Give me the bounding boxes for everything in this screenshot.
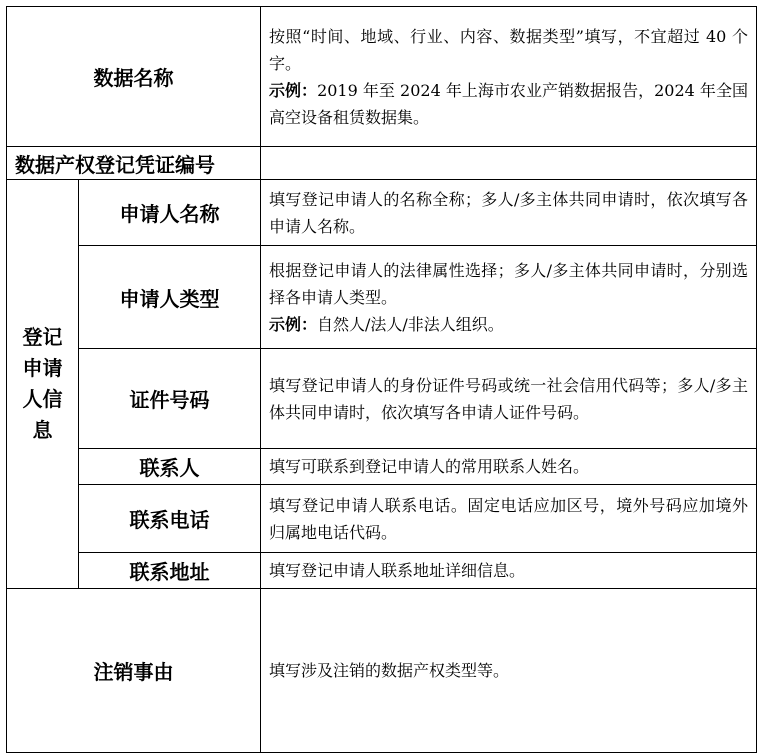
registration-field-table — [6, 6, 757, 753]
example-label: 示例： — [269, 80, 318, 100]
data-name-example-para — [269, 77, 748, 131]
row-data-name — [7, 7, 757, 147]
contact-address-label: 联系地址 — [79, 553, 261, 589]
group-label-line: 登记 — [22, 325, 63, 349]
cancel-reason-label: 注销事由 — [7, 589, 261, 753]
applicant-type-desc-cell — [261, 246, 757, 349]
row-contact-phone — [7, 485, 757, 553]
group-label-line: 申请 — [22, 356, 63, 380]
row-contact-person — [7, 449, 757, 485]
applicant-info-group-label — [7, 180, 79, 589]
contact-person-desc: 填写可联系到登记申请人的常用联系人姓名。 — [261, 449, 757, 485]
applicant-type-desc: 根据登记申请人的法律属性选择；多人/多主体共同申请时，分别选择各申请人类型。 — [269, 260, 748, 307]
row-applicant-name — [7, 180, 757, 246]
id-number-label: 证件号码 — [79, 349, 261, 449]
applicant-type-example: 自然人/法人/非法人组织。 — [317, 314, 504, 334]
row-applicant-type — [7, 246, 757, 349]
contact-phone-desc: 填写登记申请人联系电话。固定电话应加区号，境外号码应加境外归属地电话代码。 — [261, 485, 757, 553]
group-label-line: 人信 — [22, 387, 63, 411]
id-number-desc: 填写登记申请人的身份证件号码或统一社会信用代码等；多人/多主体共同申请时，依次填写各申请人证件号码。 — [261, 349, 757, 449]
contact-person-label: 联系人 — [79, 449, 261, 485]
group-label-line: 息 — [32, 418, 53, 442]
applicant-name-label: 申请人名称 — [79, 180, 261, 246]
example-label: 示例： — [269, 314, 318, 334]
contact-phone-label: 联系电话 — [79, 485, 261, 553]
applicant-type-example-para — [269, 311, 748, 338]
contact-address-desc: 填写登记申请人联系地址详细信息。 — [261, 553, 757, 589]
cancel-reason-desc: 填写涉及注销的数据产权类型等。 — [261, 589, 757, 753]
data-name-label: 数据名称 — [7, 7, 261, 147]
data-name-desc-cell — [261, 7, 757, 147]
row-cancel-reason — [7, 589, 757, 753]
applicant-type-label: 申请人类型 — [79, 246, 261, 349]
row-id-number — [7, 349, 757, 449]
applicant-name-desc: 填写登记申请人的名称全称；多人/多主体共同申请时，依次填写各申请人名称。 — [261, 180, 757, 246]
row-certificate-no — [7, 147, 757, 180]
data-name-desc: 按照“时间、地域、行业、内容、数据类型”填写，不宜超过 40 个字。 — [269, 26, 748, 73]
row-contact-address — [7, 553, 757, 589]
certificate-no-value — [261, 147, 757, 180]
certificate-no-label: 数据产权登记凭证编号 — [7, 147, 261, 180]
data-name-example: 2019 年至 2024 年上海市农业产销数据报告，2024 年全国高空设备租赁数据集。 — [269, 80, 748, 127]
